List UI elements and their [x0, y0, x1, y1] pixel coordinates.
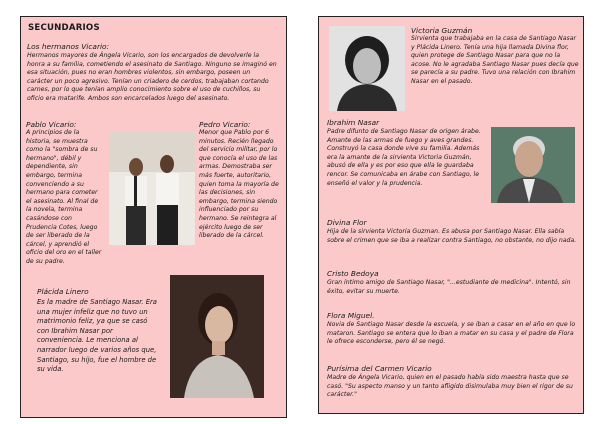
purisima-text: Madre de Ángela Vicario, quien en el pasado había sido maestra hasta que se casó. "Su aspecto manso y un tanto afligido disimulaba muy bien el rigor de su carácter."	[327, 374, 573, 399]
placida-text: Es la madre de Santiago Nasar. Era una mujer infeliz que no tuvo un matrimonio feliz, ya que se casó con Ibrahim Nasar por conveniencia. Le menciona al narrador luego de varios años que, Santiago, su hijo, fue el hombre de su vida.	[37, 298, 157, 374]
cristo-heading: Cristo Bedoya	[327, 269, 379, 278]
flora-heading: Flora Miguel.	[327, 311, 375, 320]
right-page	[318, 16, 584, 414]
divina-text: Hija de la sirvienta Victoria Guzman. Es abusa por Santiago Nasar. Ella sabía sobre el crimen que se iba a realizar contra Santiago, no obstante, no dijo nada.	[327, 228, 577, 244]
divina-heading: Divina Flor	[327, 218, 367, 227]
vicario-heading: Los hermanos Vicario:	[27, 42, 110, 51]
placida-heading: Plácida Linero	[37, 287, 89, 296]
pablo-text: A principios de la historia, se muestra como la "sombra de su hermano", débil y dependiente, sin embargo, termina convenciendo a su hermano para cometer el asesinato. Al final de la novela, termina casándose con Prudencia Cotes, luego de ser liberado de la cárcel, y aprendió el oficio del oro en el taller de su padre.	[26, 129, 102, 265]
pedro-heading: Pedro Vicario:	[199, 120, 251, 129]
ibrahim-text: Padre difunto de Santiago Nasar de origen árabe. Amante de las armas de fuego y aves grandes. Construyó la casa donde vive su familia. Además era la amante de la sirvienta Victoria Guzmán, abusó de ella y es por eso que ella le guardaba rencor. Se comunicaba en árabe con Santiago, le enseñó el valor y la prudencia.	[327, 128, 481, 187]
left-page	[20, 16, 287, 418]
cristo-text: Gran íntimo amigo de Santiago Nasar, "...estudiante de medicina". Intentó, sin éxito, evitar su muerte.	[327, 279, 571, 295]
ibrahim-heading: Ibrahim Nasar	[327, 118, 380, 127]
flora-text: Novia de Santiago Nasar desde la escuela, y se iban a casar en el año en que lo mataron. Santiago se entera que lo iban a matar en su casa y el padre de Flora le ofrece esconderse, pero él se negó.	[327, 321, 576, 346]
ibrahim-nasar-photo	[491, 127, 575, 203]
pedro-text: Menor que Pablo por 6 minutos. Recién llegado del servicio militar, por lo que conocía el uso de las armas. Demostraba ser más fuerte, autoritario, quien toma la mayoría de las decisiones, sin embargo, termina siendo influenciado por su hermano. Se reintegra al ejército luego de ser liberado de la cárcel.	[199, 129, 279, 240]
vicario-text: Hermanos mayores de Ángela Vicario, son los encargados de devolverle la honra a su familia, cometiendo el asesinato de Santiago. Ninguno se imaginó en esa situación, pues no eran hombres violentos, sin embargo, poseen un carácter un poco agresivo. Tenían un criadero de cerdos, trabajaban cortando carnes, por lo que tenían amplio conocimiento sobre el uso de cuchillos, su oficio era matarife. Ambos son encarcelados luego del asesinato.	[27, 52, 277, 102]
victoria-guzman-photo	[329, 26, 405, 111]
victoria-text: Sirvienta que trabajaba en la casa de Santiago Nasar y Plácida Linero. Tenía una hija llamada Divina flor, quien protege de Santiago Nasar para que no la acose. No le agradaba Santiago Nasar pues decía que se parecía a su padre. Tuvo una relación con Ibrahim Nasar en el pasado.	[411, 35, 579, 85]
pablo-heading: Pablo Vicario:	[26, 120, 77, 129]
placida-linero-photo	[170, 275, 264, 398]
victoria-heading: Victoria Guzmán	[411, 26, 473, 35]
section-title: SECUNDARIOS	[28, 23, 100, 33]
purisima-heading: Purísima del Carmen Vicario	[327, 364, 432, 373]
vicario-brothers-photo	[109, 132, 195, 245]
